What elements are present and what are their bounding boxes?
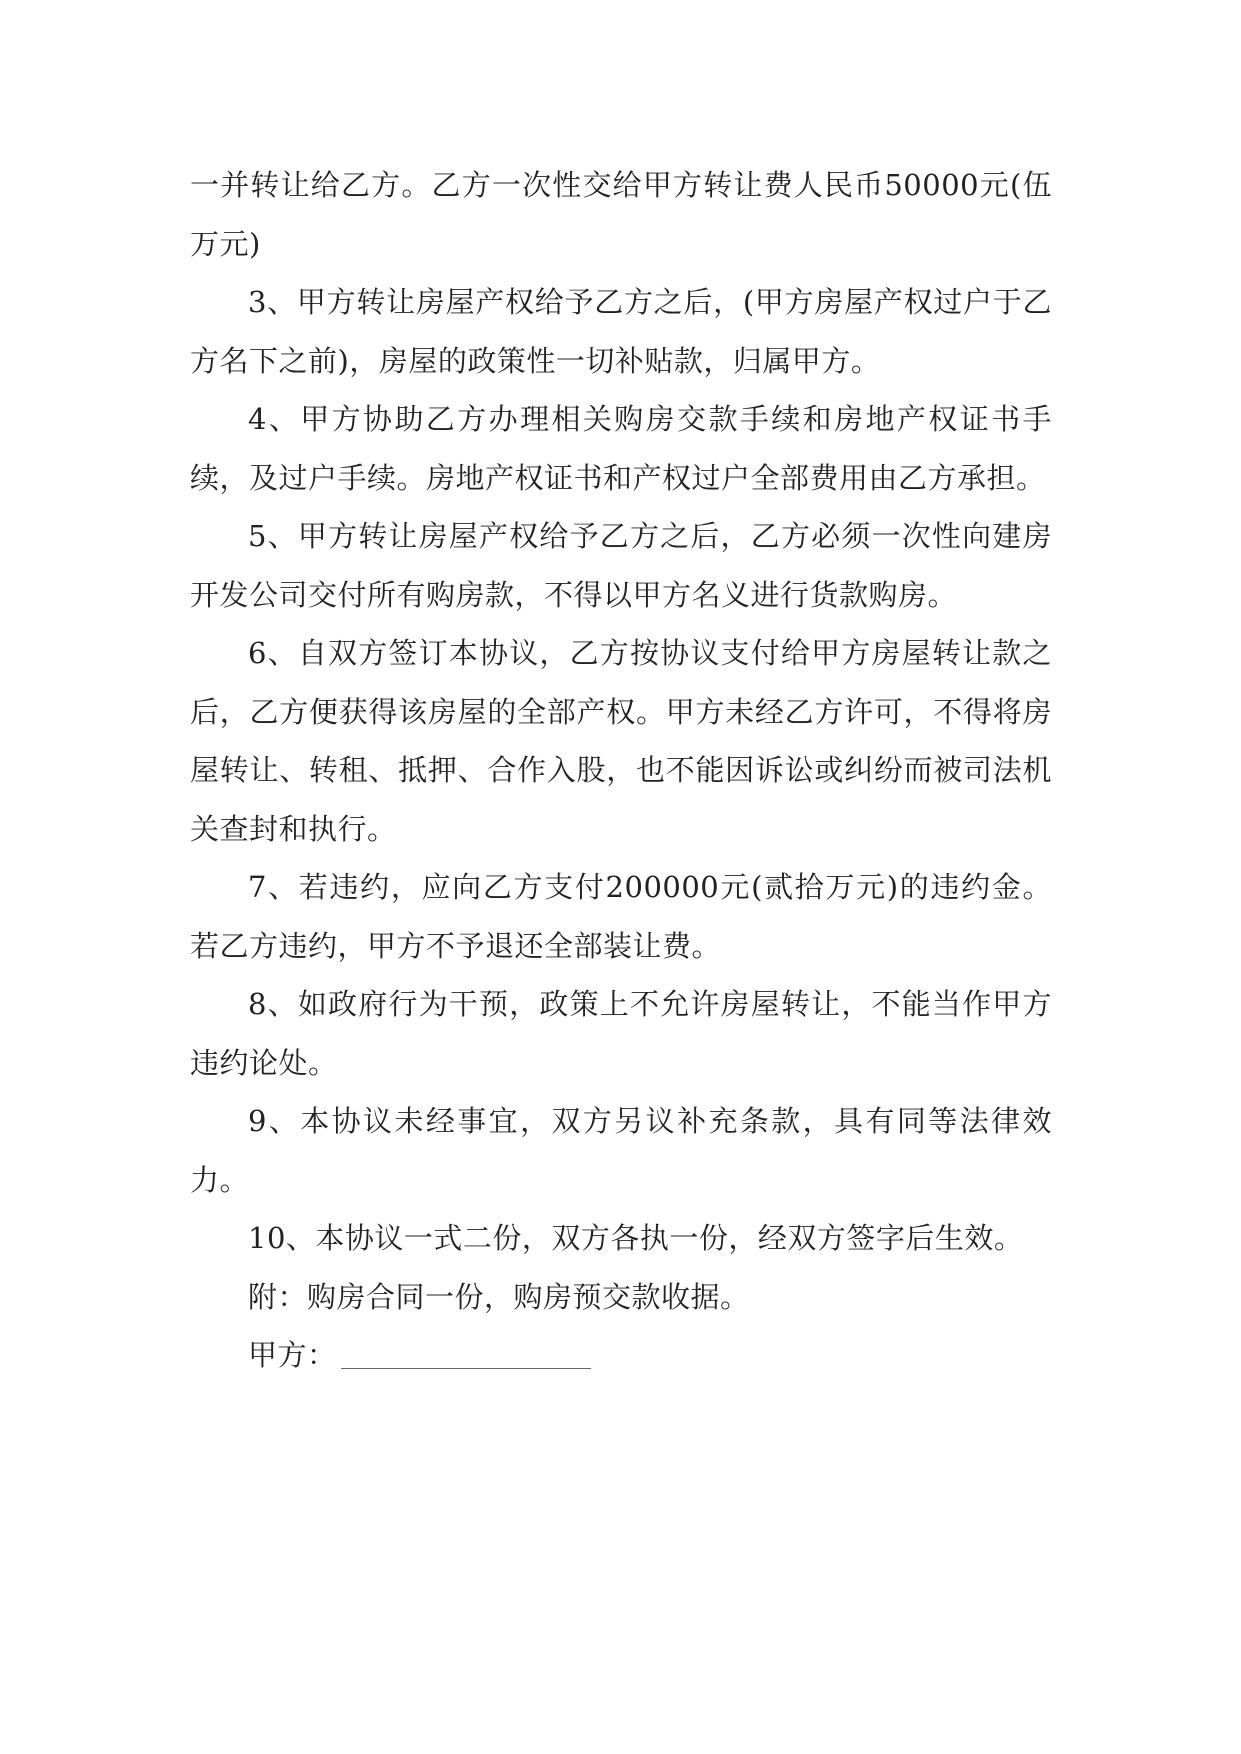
party-a-signature-line	[341, 1340, 591, 1369]
clause-10: 10、本协议一式二份，双方各执一份，经双方签字后生效。	[248, 1221, 1024, 1255]
clause-3: 3、甲方转让房屋产权给予乙方之后，(甲方房屋产权过户于乙方名下之前)，房屋的政策性一切补贴款，归属甲方。	[190, 285, 1052, 378]
party-a-label: 甲方：	[248, 1338, 337, 1372]
clause-7: 7、若违约，应向乙方支付200000元(贰拾万元)的违约金。若乙方违约，甲方不予退还全部装让费。	[190, 870, 1052, 963]
attachment-note: 附：购房合同一份，购房预交款收据。	[248, 1279, 750, 1314]
clause-8: 8、如政府行为干预，政策上不允许房屋转让，不能当作甲方违约论处。	[190, 987, 1052, 1080]
clause-6: 6、自双方签订本协议，乙方按协议支付给甲方房屋转让款之后，乙方便获得该房屋的全部产权。甲方未经乙方许可，不得将房屋转让、转租、抵押、合作入股，也不能因诉讼或纠纷而被司法机关查封和执行。	[190, 636, 1052, 846]
clause-5: 5、甲方转让房屋产权给予乙方之后，乙方必须一次性向建房开发公司交付所有购房款，不得以甲方名义进行货款购房。	[190, 519, 1052, 612]
party-a-signature-row	[190, 1326, 1052, 1385]
clause-4: 4、甲方协助乙方办理相关购房交款手续和房地产权证书手续，及过户手续。房地产权证书和产权过户全部费用由乙方承担。	[190, 402, 1052, 495]
clause-9: 9、本协议未经事宜，双方另议补充条款，具有同等法律效力。	[190, 1104, 1052, 1197]
lead-paragraph: 一并转让给乙方。乙方一次性交给甲方转让费人民币50000元(伍万元)	[190, 168, 1052, 261]
document-body	[190, 156, 1052, 1385]
